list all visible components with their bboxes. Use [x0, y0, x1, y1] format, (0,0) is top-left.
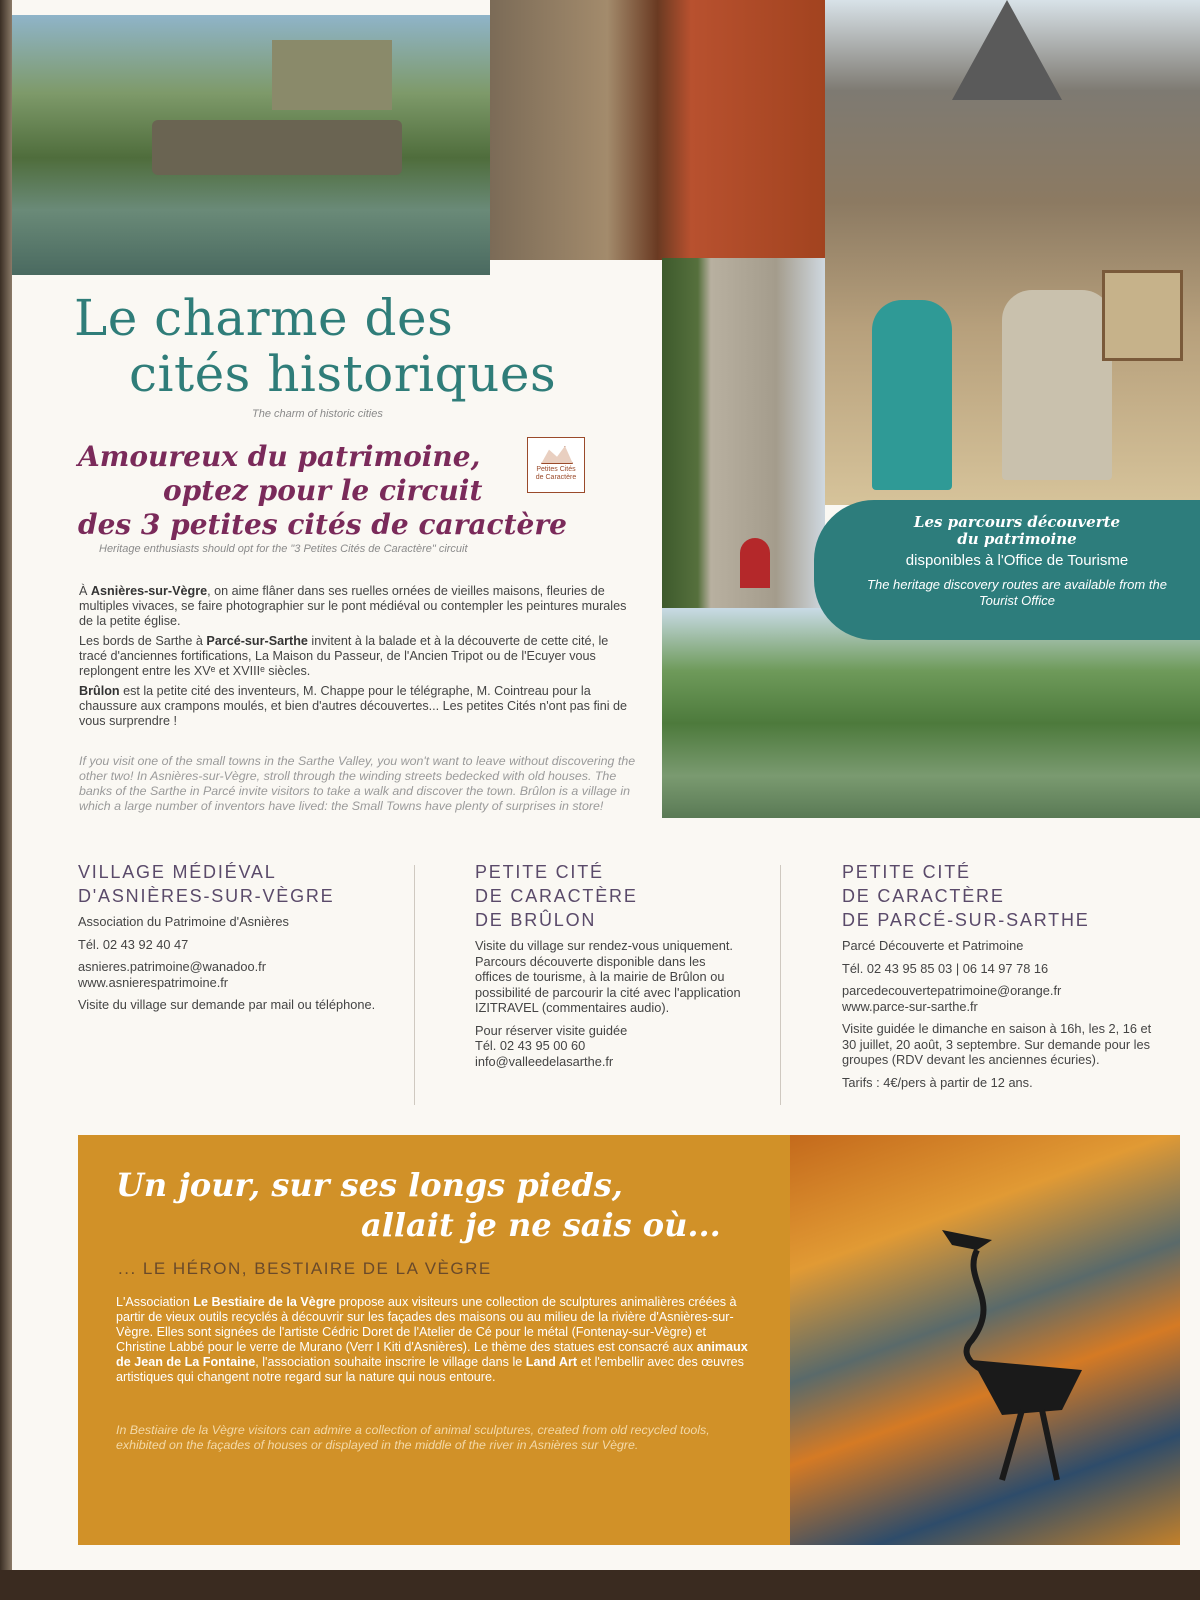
painter-figure	[872, 300, 952, 490]
magazine-spine	[0, 0, 12, 1600]
column-heading	[842, 860, 1162, 932]
column-heading	[78, 860, 378, 908]
house-shape	[272, 40, 392, 110]
bold-text: Le Bestiaire de la Vègre	[193, 1295, 336, 1309]
discovery-routes-bubble	[814, 500, 1200, 640]
heron-subtitle: ... LE HÉRON, BESTIAIRE DE LA VÈGRE	[118, 1259, 492, 1278]
visit-note: Visite du village sur rendez-vous uniquement. Parcours découverte disponible dans les offices de tourisme, à la mairie de Brûlon ou possibilité de parcourir la cité avec l'application IZITRAVEL (commentaires audio).	[475, 938, 741, 1015]
heading-line: PETITE CITÉ	[475, 862, 604, 882]
easel-shape	[1102, 270, 1183, 361]
organization: Association du Patrimoine d'Asnières	[78, 914, 289, 929]
paragraph-parce	[79, 634, 639, 679]
divider	[780, 865, 781, 1105]
bold-text: animaux de Jean de La Fontaine	[116, 1340, 748, 1369]
page-title-line1: Le charme des	[74, 289, 454, 347]
heron-title	[116, 1165, 721, 1245]
intro-body	[79, 584, 639, 734]
heron-sculpture-icon	[882, 1210, 1102, 1490]
intro-body-en: If you visit one of the small towns in the Sarthe Valley, you won't want to leave without discovering the other two! In Asnières-sur-Vègre, stroll through the winding streets bedecked with old houses. The banks of the Sarthe in Parcé invite visitors to take a walk and discover the town. Brûlon is a village in which a large number of inventors have lived: the Small Towns have plenty of surprises in store!	[79, 754, 636, 813]
heron-body	[116, 1295, 756, 1385]
text: propose aux visiteurs une collection de sculptures animalières créées à partir de vieux outils recyclés à découvrir sur les façades des maisons ou au milieu de la rivière d'Asnières-sur-Vègre. Elles sont signées de l'artiste Cédric Doret de l'Atelier de Cé pour le métal (Fontenay-sur-Vègre) et Christine Labbé pour le verre de Murano (Verr I Kiti d'Asnières). Le thème des statues est consacré aux	[116, 1295, 737, 1354]
visit-note: Visite du village sur demande par mail ou téléphone.	[78, 997, 376, 1012]
bubble-text-en: The heritage discovery routes are available from the Tourist Office	[867, 577, 1167, 608]
heading-line: VILLAGE MÉDIÉVAL	[78, 862, 277, 882]
page-title	[74, 290, 556, 402]
chapel-red-door	[740, 538, 770, 588]
houses-icon	[541, 446, 573, 464]
heron-section	[78, 1135, 790, 1545]
bold-text: Land Art	[525, 1355, 578, 1369]
reserve-label: Pour réserver visite guidée	[475, 1022, 628, 1038]
headline-line2: optez pour le circuit	[163, 474, 483, 507]
visit-note: Visite guidée le dimanche en saison à 16h, les 2, 16 et 30 juillet, 20 août, 3 septembre. Sur demande pour les groupes (RDV devant les anciennes écuries).	[842, 1021, 1152, 1067]
bold-place: Parcé-sur-Sarthe	[206, 634, 308, 648]
paragraph-brulon	[79, 684, 639, 729]
heading-line: DE BRÛLON	[475, 910, 597, 930]
headline	[78, 440, 598, 542]
website-link[interactable]: www.parce-sur-sarthe.fr	[842, 998, 978, 1014]
bold-place: Brûlon	[79, 684, 120, 698]
column-heading	[475, 860, 745, 932]
text: , on aime flâner dans ses ruelles ornées de vieilles maisons, fleuries de multiples vivaces, se faire photographier sur le pont médiéval ou contempler les peintures murales de la petite église.	[79, 584, 627, 628]
heron-body-en: In Bestiaire de la Vègre visitors can admire a collection of animal sculptures, created from old recycled tools, exhibited on the façades of houses or displayed in the middle of the river in Asnières sur Vègre.	[116, 1423, 710, 1452]
logo-line1: Petites Cités	[536, 466, 576, 473]
phone: Tél. 02 43 92 40 47	[78, 936, 189, 952]
page-bottom-shadow	[0, 1570, 1200, 1600]
column-brulon	[475, 860, 745, 1069]
petites-cites-logo	[527, 437, 585, 493]
phone: Tél. 02 43 95 00 60	[475, 1038, 586, 1053]
email-link[interactable]: asnieres.patrimoine@wanadoo.fr	[78, 959, 266, 974]
pricing: Tarifs : 4€/pers à partir de 12 ans.	[842, 1074, 1033, 1090]
magazine-page	[12, 0, 1200, 1570]
logo-line2: de Caractère	[535, 474, 577, 481]
bridge-shape	[152, 120, 402, 175]
photo-stone-carving-door	[490, 0, 825, 260]
column-asnieres	[78, 860, 378, 1013]
page-subtitle-en: The charm of historic cities	[252, 408, 383, 420]
heading-line: D'ASNIÈRES-SUR-VÈGRE	[78, 886, 335, 906]
organization: Parcé Découverte et Patrimoine	[842, 938, 1024, 953]
text: et l'embellir avec des œuvres artistiques qui changent notre regard sur la nature qui nous entoure.	[116, 1355, 744, 1384]
text: Les bords de Sarthe à	[79, 634, 207, 648]
text: invitent à la balade et à la découverte de cette cité, le tracé d'anciennes fortifications, La Maison du Passeur, de l'Ancien Tripot ou de l'Ecuyer vous replongent entre les XVᵉ et XVIIIᵉ siècles.	[79, 634, 609, 678]
bubble-title-line2: du patrimoine	[957, 530, 1077, 548]
heading-line: PETITE CITÉ	[842, 862, 971, 882]
column-parce	[842, 860, 1162, 1090]
text: est la petite cité des inventeurs, M. Chappe pour le télégraphe, M. Cointreau pour la chaussure aux crampons moulés, et bien d'autres découvertes... Les petites Cités n'ont pas fini de vous surprendre !	[79, 684, 628, 728]
headline-en: Heritage enthusiasts should opt for the "3 Petites Cités de Caractère" circuit	[99, 543, 468, 555]
bubble-title-line1: Les parcours découverte	[913, 513, 1121, 531]
bubble-title	[852, 514, 1182, 548]
website-link[interactable]: www.asnierespatrimoine.fr	[78, 974, 229, 990]
paragraph-asnieres	[79, 584, 639, 629]
email-link[interactable]: parcedecouvertepatrimoine@orange.fr	[842, 983, 1062, 998]
bold-place: Asnières-sur-Vègre	[90, 584, 208, 598]
divider	[414, 865, 415, 1105]
email-link[interactable]: info@valleedelasarthe.fr	[475, 1053, 614, 1069]
heading-line: DE CARACTÈRE	[475, 886, 638, 906]
headline-line1: Amoureux du patrimoine,	[78, 440, 481, 473]
text: L'Association	[116, 1295, 194, 1309]
text: À	[79, 584, 91, 598]
page-title-line2: cités historiques	[129, 345, 557, 403]
heron-title-line2: allait je ne sais où...	[361, 1206, 721, 1244]
text: , l'association souhaite inscrire le village dans le	[255, 1355, 526, 1369]
heading-line: DE CARACTÈRE	[842, 886, 1005, 906]
phone: Tél. 02 43 95 85 03 | 06 14 97 78 16	[842, 960, 1049, 976]
bubble-text-fr: disponibles à l'Office de Tourisme	[905, 552, 1129, 569]
headline-line3: des 3 petites cités de caractère	[78, 508, 567, 541]
heron-title-line1: Un jour, sur ses longs pieds,	[116, 1166, 623, 1204]
heading-line: DE PARCÉ-SUR-SARTHE	[842, 910, 1090, 930]
painter-figure	[1002, 290, 1112, 480]
